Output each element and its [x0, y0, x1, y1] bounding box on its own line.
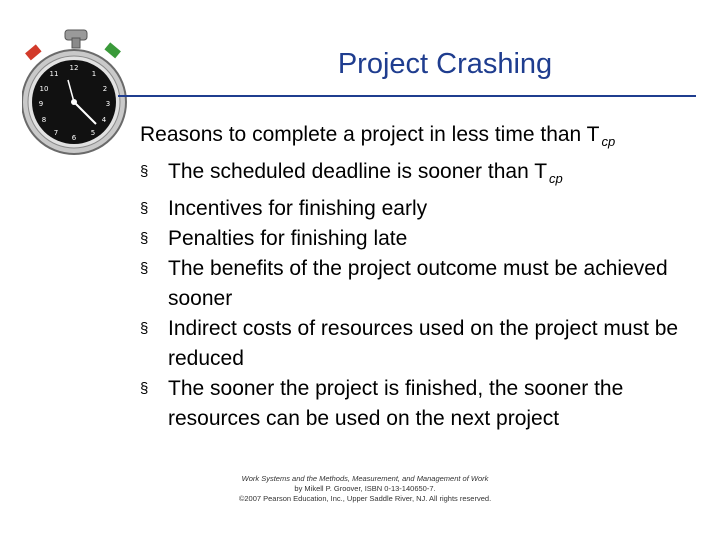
bullet-marker: §: [140, 380, 149, 397]
bullet-marker: §: [140, 320, 149, 337]
bullet-text: Incentives for finishing early: [168, 197, 428, 220]
bullet-item: [140, 157, 700, 194]
svg-text:7: 7: [53, 129, 59, 137]
svg-text:2: 2: [102, 85, 108, 93]
svg-text:11: 11: [49, 70, 59, 78]
bullet-marker: §: [140, 230, 149, 247]
bullet-subscript: cp: [549, 171, 563, 186]
svg-text:10: 10: [39, 85, 49, 93]
bullet-text: The benefits of the project outcome must be achieved sooner: [168, 257, 668, 310]
intro-line: [140, 120, 700, 157]
bullet-text: Indirect costs of resources used on the project must be reduced: [168, 317, 679, 370]
bullet-text: Penalties for finishing late: [168, 227, 408, 250]
svg-text:4: 4: [101, 116, 107, 124]
bullet-marker: §: [140, 200, 149, 217]
stopwatch-red-button: [25, 44, 42, 60]
bullet-item: [140, 224, 700, 254]
stopwatch-green-button: [104, 42, 121, 58]
copyright-footer: [200, 474, 530, 504]
bullet-marker: §: [140, 163, 149, 180]
footer-line-2: by Mikell P. Groover, ISBN 0-13-140650-7.: [294, 484, 436, 493]
svg-text:9: 9: [38, 100, 44, 108]
svg-text:6: 6: [71, 134, 77, 142]
bullet-item: [140, 194, 700, 224]
bullet-item: [140, 374, 700, 434]
stopwatch-icon: [22, 28, 132, 158]
title-divider: [118, 95, 696, 97]
intro-subscript: cp: [601, 134, 616, 149]
bullet-item: [140, 314, 700, 374]
bullet-item: [140, 254, 700, 314]
bullet-text: The scheduled deadline is sooner than T: [168, 160, 548, 183]
bullet-text: The sooner the project is finished, the sooner the resources can be used on the next project: [168, 377, 624, 430]
svg-text:3: 3: [105, 100, 111, 108]
bullet-list: [140, 157, 700, 434]
footer-line-3: ©2007 Pearson Education, Inc., Upper Saddle River, NJ. All rights reserved.: [238, 494, 492, 503]
svg-text:5: 5: [90, 129, 96, 137]
slide-body: [140, 120, 700, 434]
intro-text: Reasons to complete a project in less time than T: [140, 123, 600, 146]
svg-text:12: 12: [69, 64, 79, 72]
footer-line-1: Work Systems and the Methods, Measurement, and Management of Work: [241, 474, 489, 483]
svg-text:1: 1: [91, 70, 97, 78]
svg-text:8: 8: [41, 116, 47, 124]
slide-title: Project Crashing: [337, 48, 553, 80]
bullet-marker: §: [140, 260, 149, 277]
